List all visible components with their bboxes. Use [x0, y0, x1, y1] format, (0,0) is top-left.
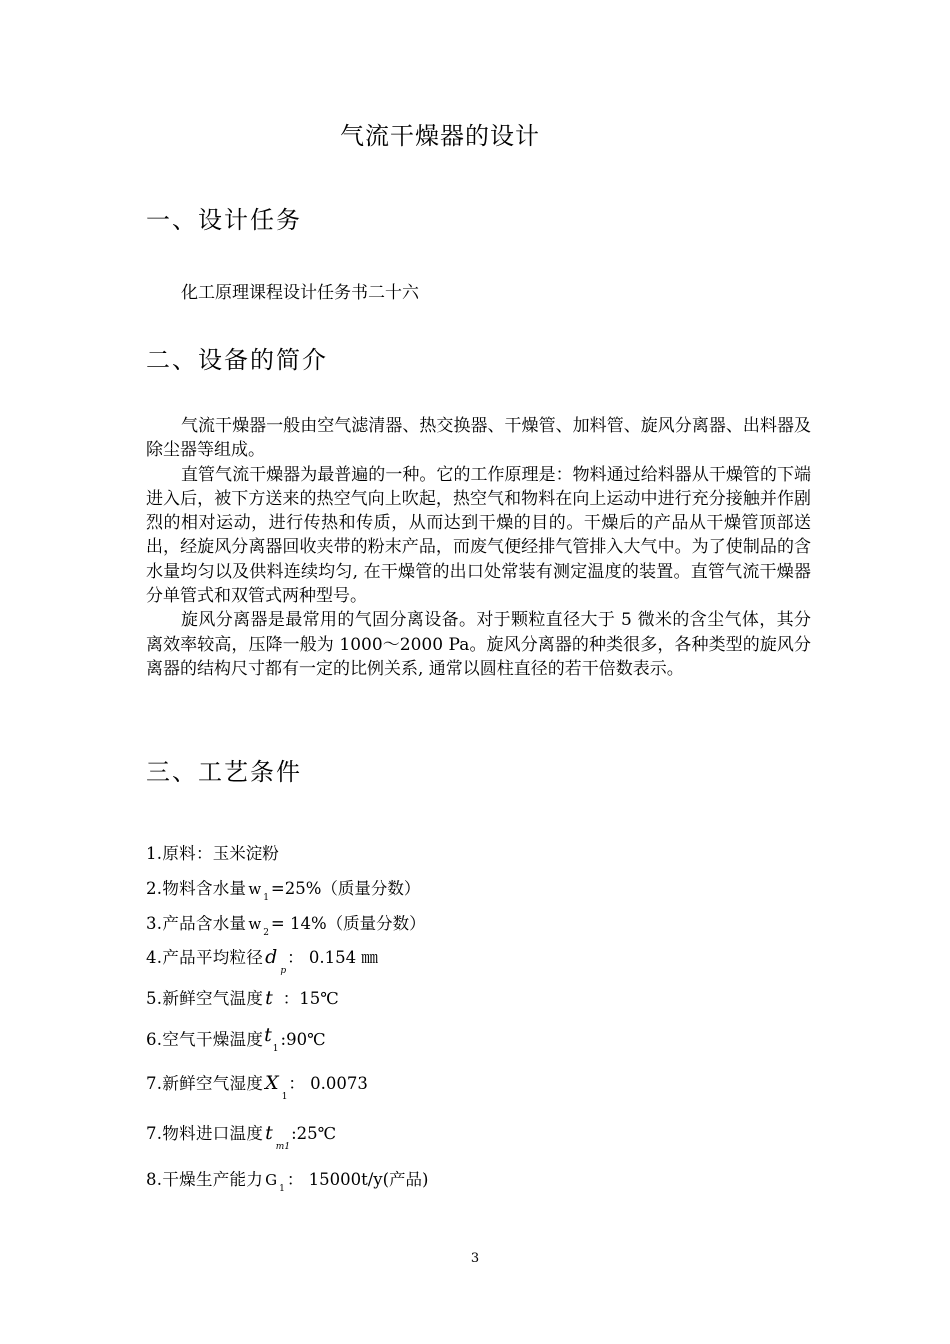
condition-value: :25℃ [291, 1124, 337, 1143]
condition-item [146, 910, 426, 938]
condition-value: ： 15000t/y(产品) [286, 1170, 429, 1189]
condition-subscript: 1 [279, 1184, 285, 1194]
condition-label: 2.物料含水量 [146, 879, 247, 898]
condition-variable: d [265, 946, 278, 968]
condition-value: ：15℃ [282, 989, 339, 1008]
condition-subscript: p [280, 966, 287, 976]
section-heading-task: 一、设计任务 [146, 206, 302, 234]
condition-label: 1.原料： [146, 844, 213, 863]
condition-variable: t [265, 1122, 273, 1144]
condition-variable: t [264, 1024, 272, 1046]
condition-item [146, 1026, 326, 1054]
condition-variable: X [265, 1072, 279, 1094]
page-number: 3 [470, 1251, 480, 1266]
condition-value: 玉米淀粉 [212, 844, 279, 863]
condition-label: 6.空气干燥温度 [146, 1030, 264, 1049]
condition-variable: w [248, 880, 262, 898]
condition-item [146, 1070, 368, 1102]
document-title: 气流干燥器的设计 [340, 122, 540, 150]
intro-paragraph: 直管气流干燥器为最普遍的一种。它的工作原理是：物料通过给料器从干燥管的下端进入后，被下方送来的热空气向上吹起，热空气和物料在向上运动中进行充分接触并作剧烈的相对运动，进行传热和传质，从而达到干燥的目的。干燥后的产品从干燥管顶部送出，经旋风分离器回收夹带的粉末产品，而废气便经排气管排入大气中。为了使制品的含水量均匀以及供料连续均匀, 在干燥管的出口处常装有测定温度的装置。直管气流干燥器分单管式和双管式两种型号。 [146, 464, 811, 607]
condition-label: 8.干燥生产能力 [146, 1170, 264, 1189]
condition-item [146, 1120, 336, 1152]
condition-subscript: 1 [272, 1044, 279, 1054]
condition-variable: t [265, 987, 273, 1009]
condition-subscript: 1 [263, 893, 269, 903]
condition-item [146, 875, 420, 903]
intro-body [146, 414, 811, 681]
condition-label: 5.新鲜空气温度 [146, 989, 264, 1008]
condition-value: ： 0.154 ㎜ [287, 948, 378, 967]
condition-variable: G [265, 1171, 278, 1189]
condition-item [146, 1166, 429, 1194]
section-heading-conditions: 三、工艺条件 [146, 758, 302, 786]
condition-subscript: 2 [263, 928, 269, 938]
condition-value: = 14%（质量分数） [270, 914, 426, 933]
condition-label: 7.物料进口温度 [146, 1124, 264, 1143]
intro-paragraph: 旋风分离器是最常用的气固分离设备。对于颗粒直径大于 5 微米的含尘气体，其分离效率较高，压降一般为 1000～2000 Pa。旋风分离器的种类很多，各种类型的旋风分离器的结构尺寸都有一定的比例关系, 通常以圆柱直径的若干倍数表示。 [146, 610, 811, 679]
condition-value: :90℃ [280, 1030, 326, 1049]
section-heading-intro: 二、设备的简介 [146, 346, 328, 374]
condition-subscript: 1 [281, 1092, 288, 1102]
condition-label: 3.产品含水量 [146, 914, 247, 933]
condition-subscript: m1 [275, 1142, 291, 1152]
condition-item [146, 985, 339, 1009]
condition-item [146, 944, 378, 976]
condition-variable: w [248, 915, 262, 933]
intro-paragraph: 气流干燥器一般由空气滤清器、热交换器、干燥管、加料管、旋风分离器、出料器及除尘器等组成。 [146, 416, 811, 461]
condition-label: 7.新鲜空气湿度 [146, 1074, 264, 1093]
task-line: 化工原理课程设计任务书二十六 [181, 283, 419, 303]
condition-value: =25%（质量分数） [270, 879, 421, 898]
condition-item [146, 840, 279, 864]
condition-value: ： 0.0073 [288, 1074, 368, 1093]
condition-label: 4.产品平均粒径 [146, 948, 264, 967]
